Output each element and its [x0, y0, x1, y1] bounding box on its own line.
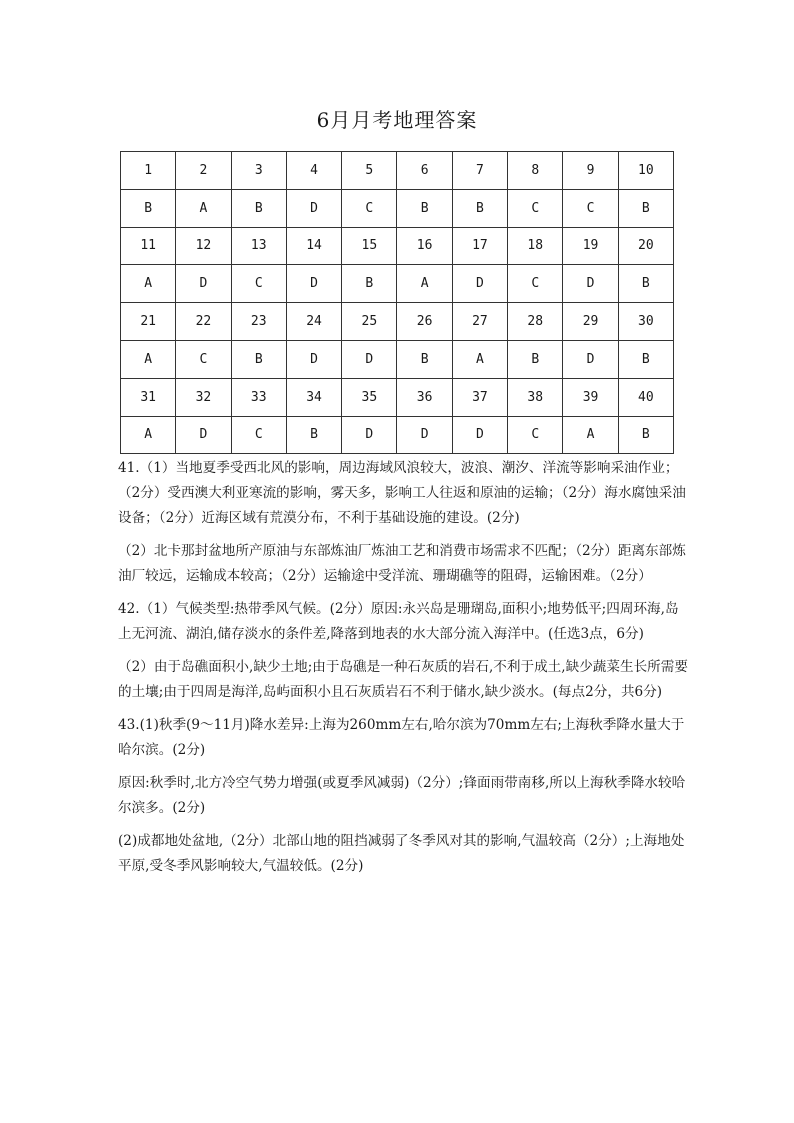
question-number-cell: 17 — [452, 227, 507, 265]
question-number-row — [121, 227, 674, 265]
answer-cell: A — [563, 416, 618, 454]
answer-43-part-1-reason: 原因:秋季时,北方冷空气势力增强(或夏季风减弱)（2分）;锋面雨带南移,所以上海秋季降水较哈尔滨多。(2分) — [118, 775, 686, 816]
question-number-cell: 34 — [286, 378, 341, 416]
question-number-row — [121, 152, 674, 190]
answer-cell: D — [342, 340, 397, 378]
answer-cell: B — [397, 340, 452, 378]
answer-cell: B — [286, 416, 341, 454]
question-number-cell: 18 — [508, 227, 563, 265]
answer-explanations — [118, 456, 690, 887]
answer-row — [121, 416, 674, 454]
answer-cell: C — [342, 189, 397, 227]
answer-cell: A — [121, 416, 176, 454]
question-number-cell: 28 — [508, 303, 563, 341]
answer-42-part-1: 42.（1）气候类型:热带季风气候。(2分）原因:永兴岛是珊瑚岛,面积小;地势低平;四周环海,岛上无河流、湖泊,储存淡水的条件差,降落到地表的水大部分流入海洋中。(任选3点，6分) — [118, 601, 679, 642]
question-number-cell: 22 — [176, 303, 231, 341]
answer-cell: D — [286, 189, 341, 227]
answer-cell: D — [563, 340, 618, 378]
answer-cell: B — [618, 340, 673, 378]
answer-cell: B — [618, 416, 673, 454]
answer-row — [121, 189, 674, 227]
answer-cell: B — [397, 189, 452, 227]
answer-cell: D — [452, 265, 507, 303]
question-number-cell: 3 — [231, 152, 286, 190]
answer-cell: B — [121, 189, 176, 227]
question-number-cell: 24 — [286, 303, 341, 341]
question-number-cell: 40 — [618, 378, 673, 416]
answer-cell: B — [508, 340, 563, 378]
question-number-cell: 38 — [508, 378, 563, 416]
answer-cell: D — [176, 265, 231, 303]
answer-cell: B — [231, 189, 286, 227]
answer-42-part-2: （2）由于岛礁面积小,缺少土地;由于岛礁是一种石灰质的岩石,不利于成土,缺少蔬菜生长所需要的土壤;由于四周是海洋,岛屿面积小且石灰质岩石不利于储水,缺少淡水。(每点2分，共6分) — [118, 659, 688, 700]
answer-table — [120, 151, 674, 454]
answer-cell: B — [618, 265, 673, 303]
answer-cell: C — [231, 416, 286, 454]
question-number-cell: 5 — [342, 152, 397, 190]
answer-cell: C — [563, 189, 618, 227]
question-number-cell: 15 — [342, 227, 397, 265]
answer-cell: C — [176, 340, 231, 378]
question-number-cell: 11 — [121, 227, 176, 265]
answer-43-part-2: (2)成都地处盆地,（2分）北部山地的阻挡减弱了冬季风对其的影响,气温较高（2分）;上海地处平原,受冬季风影响较大,气温较低。(2分) — [118, 833, 685, 874]
question-number-cell: 39 — [563, 378, 618, 416]
answer-cell: D — [397, 416, 452, 454]
question-number-cell: 16 — [397, 227, 452, 265]
question-number-cell: 26 — [397, 303, 452, 341]
answer-cell: A — [452, 340, 507, 378]
question-number-cell: 30 — [618, 303, 673, 341]
answer-cell: D — [286, 265, 341, 303]
question-number-cell: 20 — [618, 227, 673, 265]
answer-cell: A — [397, 265, 452, 303]
answer-cell: A — [176, 189, 231, 227]
answer-cell: B — [342, 265, 397, 303]
question-number-cell: 10 — [618, 152, 673, 190]
question-number-cell: 35 — [342, 378, 397, 416]
question-number-cell: 12 — [176, 227, 231, 265]
answer-cell: B — [452, 189, 507, 227]
page-title: 6月月考地理答案 — [316, 108, 478, 132]
answer-43-part-1-difference: 43.(1)秋季(9～11月)降水差异:上海为260mm左右,哈尔滨为70mm左右;上海秋季降水量大于哈尔滨。(2分) — [118, 717, 685, 758]
question-number-cell: 32 — [176, 378, 231, 416]
question-number-cell: 7 — [452, 152, 507, 190]
answer-cell: C — [231, 265, 286, 303]
answer-cell: B — [231, 340, 286, 378]
answer-41-part-1: 41.（1）当地夏季受西北风的影响，周边海域风浪较大，波浪、潮汐、洋流等影响采油作业；（2分）受西澳大利亚寒流的影响，雾天多，影响工人往返和原油的运输；（2分）海水腐蚀采油设备；（2分）近海区域有荒漠分布，不利于基础设施的建设。(2分) — [118, 460, 686, 526]
answer-cell: A — [121, 265, 176, 303]
question-number-cell: 27 — [452, 303, 507, 341]
question-number-cell: 25 — [342, 303, 397, 341]
question-number-cell: 14 — [286, 227, 341, 265]
question-number-cell: 9 — [563, 152, 618, 190]
answer-cell: D — [342, 416, 397, 454]
answer-cell: A — [121, 340, 176, 378]
question-number-cell: 8 — [508, 152, 563, 190]
question-number-cell: 29 — [563, 303, 618, 341]
question-number-cell: 37 — [452, 378, 507, 416]
answer-cell: D — [563, 265, 618, 303]
question-number-cell: 4 — [286, 152, 341, 190]
answer-cell: B — [618, 189, 673, 227]
question-number-cell: 31 — [121, 378, 176, 416]
question-number-cell: 13 — [231, 227, 286, 265]
question-number-cell: 36 — [397, 378, 452, 416]
question-number-cell: 6 — [397, 152, 452, 190]
answer-cell: C — [508, 416, 563, 454]
answer-cell: D — [286, 340, 341, 378]
answer-41-part-2: （2）北卡那封盆地所产原油与东部炼油厂炼油工艺和消费市场需求不匹配；（2分）距离东部炼油厂较远，运输成本较高；（2分）运输途中受洋流、珊瑚礁等的阻碍，运输困难。（2分） — [118, 543, 686, 584]
question-number-row — [121, 378, 674, 416]
question-number-cell: 33 — [231, 378, 286, 416]
answer-row — [121, 340, 674, 378]
answer-cell: D — [176, 416, 231, 454]
question-number-cell: 19 — [563, 227, 618, 265]
answer-cell: C — [508, 189, 563, 227]
question-number-cell: 21 — [121, 303, 176, 341]
answer-cell: C — [508, 265, 563, 303]
answer-row — [121, 265, 674, 303]
question-number-row — [121, 303, 674, 341]
question-number-cell: 2 — [176, 152, 231, 190]
question-number-cell: 23 — [231, 303, 286, 341]
question-number-cell: 1 — [121, 152, 176, 190]
answer-cell: D — [452, 416, 507, 454]
